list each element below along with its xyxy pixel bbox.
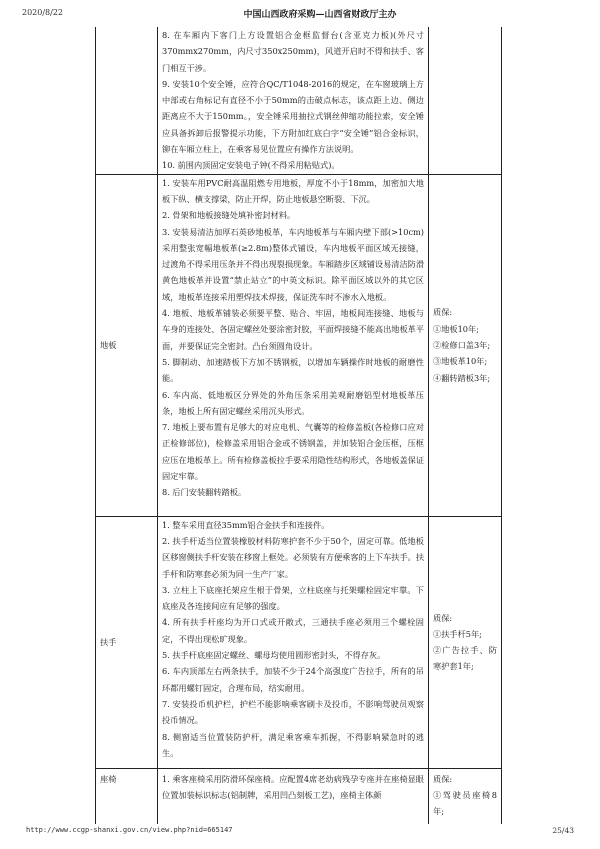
requirement-item: 5. 扶手杆底座固定螺丝、螺母均使用圆形密封头，不得存灰。 [162, 650, 386, 661]
warranty-cell [429, 516, 502, 768]
table-row-handrail [96, 516, 502, 768]
item-name-cell: 地板 [96, 174, 158, 516]
warranty-line: ②检修口盖3年; [433, 340, 491, 351]
warranty-line: ②广告拉手、防寒护套1年; [433, 645, 497, 672]
requirement-item: 4. 地板、地板革铺装必须要平整、贴合、牢固，地板间连接缝、地板与车身的连接处、各固定螺丝处要涂密封胶，平面焊接缝不能高出地板革平面，并要保证完全密封。凸台须圆角设计。 [162, 308, 425, 351]
requirement-item: 7. 地板上要布置有足够大的对应电机、气囊等的检修盖板(各检修口应对正检修部位)，检修盖采用铝合金或不锈钢盖，并加装铝合金压框，压框应压在地板革上。所有检修盖板拉手要采用隐性结构形式，各地板盖保证固定牢靠。 [162, 422, 425, 482]
requirements-cell [158, 27, 429, 174]
requirement-item: 2. 扶手杆适当位置装橡胶材料防寒护套不少于50个，固定可靠。低地板区移窗侧扶手杆安装在移窗上框处。必须装有方便乘客的上下车扶手。扶手杆和防寒套必须为同一生产厂家。 [162, 535, 425, 579]
item-name-cell: 扶手 [96, 516, 158, 768]
requirement-item: 3. 安装易清洁加厚石英砂地板革，车内地板革与车厢内壁下部(>10cm)采用整张宽幅地板革(≥2.8m)整体式铺设，车内地板平面区域无接缝，过渡角不得采用压条并不得出现裂损现象。车厢踏步区域铺设易清洁防滑黄色地板革并设置“禁止站立”的中英文标识。除平面区域以外的其它区域，地板革连接采用塑焊技术焊接，保证洗车时不渗水入地板。 [162, 226, 425, 302]
warranty-cell [429, 768, 502, 824]
requirement-item: 5. 脚制动、加速踏板下方加不锈钢板，以增加车辆操作时地板的耐磨性能。 [162, 356, 424, 384]
requirements-cell [158, 174, 429, 516]
requirement-item: 8. 在车厢内下客门上方设置铝合金框监督台(含亚克力板)(外尺寸370mmx270mm，内尺寸350x250mm)，风道开启时不得和扶手、客门相互干涉。 [162, 30, 424, 73]
header-title: 中国山西政府采购—山西省财政厅主办 [243, 10, 397, 20]
table-row-floor [96, 174, 502, 516]
warranty-line: ④翻转踏板3年; [433, 372, 491, 383]
warranty-line: ①扶手杆5年; [433, 628, 482, 639]
requirement-item: 6. 车内顶部左右两条扶手，加装不少于24个高强度广告拉手，所有的吊环都用螺钉固定，合理布局，结实耐用。 [162, 666, 424, 693]
warranty-line: 质保: [433, 307, 453, 318]
requirement-item: 7. 安装投币机护栏，护栏不能影响乘客刷卡及投币，不影响驾驶员观察投币情况。 [162, 698, 424, 726]
footer-url[interactable]: http://www.ccgp-shanxi.gov.cn/view.php?nid=665147 [26, 826, 233, 834]
warranty-line: 质保: [433, 612, 453, 623]
requirement-item: 8. 后门安装翻转踏板。 [162, 487, 247, 498]
requirement-item: 1. 乘客座椅采用防滑环保座椅。应配置4席老幼病残孕专座并在座椅显眼位置加装标识标志(铝制牌，采用凹凸刻板工艺)，座椅主体颜 [162, 773, 424, 800]
requirement-item: 8. 侧窗适当位置装防护杆，满足乘客乘车抓握，不得影响紧急时的逃生。 [162, 731, 424, 758]
spec-table [95, 27, 502, 824]
requirement-item: 1. 安装车用PVC耐高温阻燃专用地板，厚度不小于18mm，加密加大地板下纵、横支撑梁，防止开焊，防止地板悬空断裂、下沉。 [162, 177, 424, 204]
table-row-seat [96, 768, 502, 824]
requirements-cell [158, 768, 429, 824]
item-name-cell [96, 27, 158, 174]
warranty-cell [429, 174, 502, 516]
requirements-cell [158, 516, 429, 768]
requirement-item: 4. 所有扶手杆座均为开口式或开敞式，三通扶手座必须用三个螺栓固定，不得出现松旷现象。 [162, 617, 424, 644]
warranty-line: ①地板10年; [433, 323, 479, 334]
requirement-item: 3. 立柱上下底座托架应生根于骨架，立柱底座与托架螺栓固定牢靠。下底座及各连接间应有足够的强度。 [162, 584, 424, 612]
warranty-line: ①驾驶员座椅8年; [433, 789, 497, 817]
requirement-item: 9. 安装10个安全锤，应符合QC/T1048-2016的规定，在车窗玻璃上方中部或右角标记有直径不小于50mm的击破点标志，该点距上边、侧边距离应不大于150mm。，安全锤采用抽拉式钢丝伸缩功能拉索，安全锤应具备拆卸后报警提示功能，下方附加红底白字“安全锤”铝合金标识，铆在车厢立柱上，在乘客易见位置应有操作方法说明。 [162, 78, 424, 155]
item-name-cell: 座椅 [96, 768, 158, 824]
requirement-item: 10. 前围内顶固定安装电子钟(不得采用粘贴式)。 [162, 160, 340, 171]
table-row-continuation [96, 27, 502, 174]
warranty-line: 质保: [433, 773, 453, 784]
requirement-item: 2. 骨架和地板接缝处填补密封材料。 [162, 210, 296, 221]
page-number: 25/43 [552, 826, 574, 835]
requirement-item: 6. 车内高、低地板区分界处的外角压条采用美观耐磨铝型材地板革压条，地板上所有固定螺丝采用沉头形式。 [162, 389, 424, 416]
warranty-cell [429, 27, 502, 174]
warranty-line: ③地板革10年; [433, 356, 488, 367]
requirement-item: 1. 整车采用直径35mm铝合金扶手和连接件。 [162, 519, 330, 530]
header-date: 2020/8/22 [22, 8, 64, 17]
